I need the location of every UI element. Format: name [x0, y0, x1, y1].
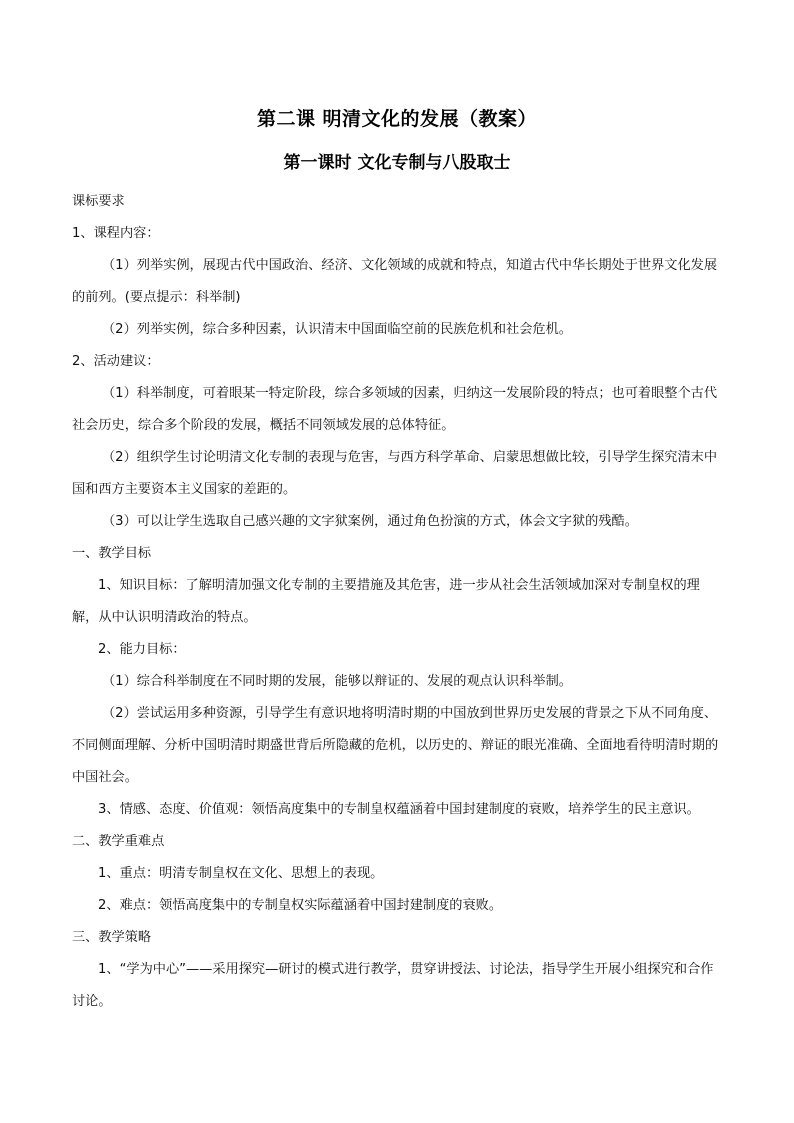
- section-heading: 一、教学目标: [72, 546, 152, 561]
- subsection-heading: 2、活动建议：: [72, 354, 160, 369]
- document-body: [72, 186, 722, 1018]
- body-paragraph: （2）组织学生讨论明清文化专制的表现与危害，与西方科学革命、启蒙思想做比较，引导学生探究清末中国和西方主要资本主义国家的差距的。: [72, 450, 718, 497]
- body-paragraph: （1）综合科举制度在不同时期的发展，能够以辩证的、发展的观点认识科举制。: [102, 674, 572, 689]
- body-paragraph: 2、能力目标：: [98, 642, 186, 657]
- body-paragraph: （1）科举制度，可着眼某一特定阶段，综合多领域的因素，归纳这一发展阶段的特点；也可着眼整个古代社会历史，综合多个阶段的发展，概括不同领域发展的总体特征。: [72, 386, 718, 433]
- body-paragraph: （3）可以让学生选取自己感兴趣的文字狱案例，通过角色扮演的方式，体会文字狱的残酷。: [102, 514, 638, 529]
- lesson-subtitle: 第一课时 文化专制与八股取士: [283, 153, 511, 173]
- body-paragraph: 1、“学为中心”——采用探究—研讨的模式进行教学，贯穿讲授法、讨论法，指导学生开展小组探究和合作讨论。: [72, 962, 714, 1009]
- body-paragraph: 2、难点：领悟高度集中的专制皇权实际蕴涵着中国封建制度的衰败。: [98, 898, 503, 913]
- body-paragraph: （2）尝试运用多种资源，引导学生有意识地将明清时期的中国放到世界历史发展的背景之下从不同角度、不同侧面理解、分析中国明清时期盛世背后所隐藏的危机，以历史的、辩证的眼光准确、全面地看待明清时期的中国社会。: [72, 706, 719, 785]
- section-heading: 课标要求: [72, 194, 125, 209]
- body-paragraph: 1、重点：明清专制皇权在文化、思想上的表现。: [98, 866, 384, 881]
- body-paragraph: 3、情感、态度、价值观：领悟高度集中的专制皇权蕴涵着中国封建制度的衰败，培养学生的民主意识。: [98, 802, 700, 817]
- body-paragraph: 1、知识目标：了解明清加强文化专制的主要措施及其危害，进一步从社会生活领域加深对专制皇权的理解，从中认识明清政治的特点。: [72, 578, 700, 625]
- section-heading: 三、教学策略: [72, 930, 152, 945]
- body-paragraph: （2）列举实例，综合多种因素，认识清末中国面临空前的民族危机和社会危机。: [102, 322, 572, 337]
- lesson-title: 第二课 明清文化的发展（教案）: [256, 108, 538, 130]
- section-heading: 二、教学重难点: [72, 834, 165, 849]
- subsection-heading: 1、课程内容：: [72, 226, 160, 241]
- body-paragraph: （1）列举实例，展现古代中国政治、经济、文化领域的成就和特点，知道古代中华长期处于世界文化发展的前列。(要点提示：科举制): [72, 258, 718, 305]
